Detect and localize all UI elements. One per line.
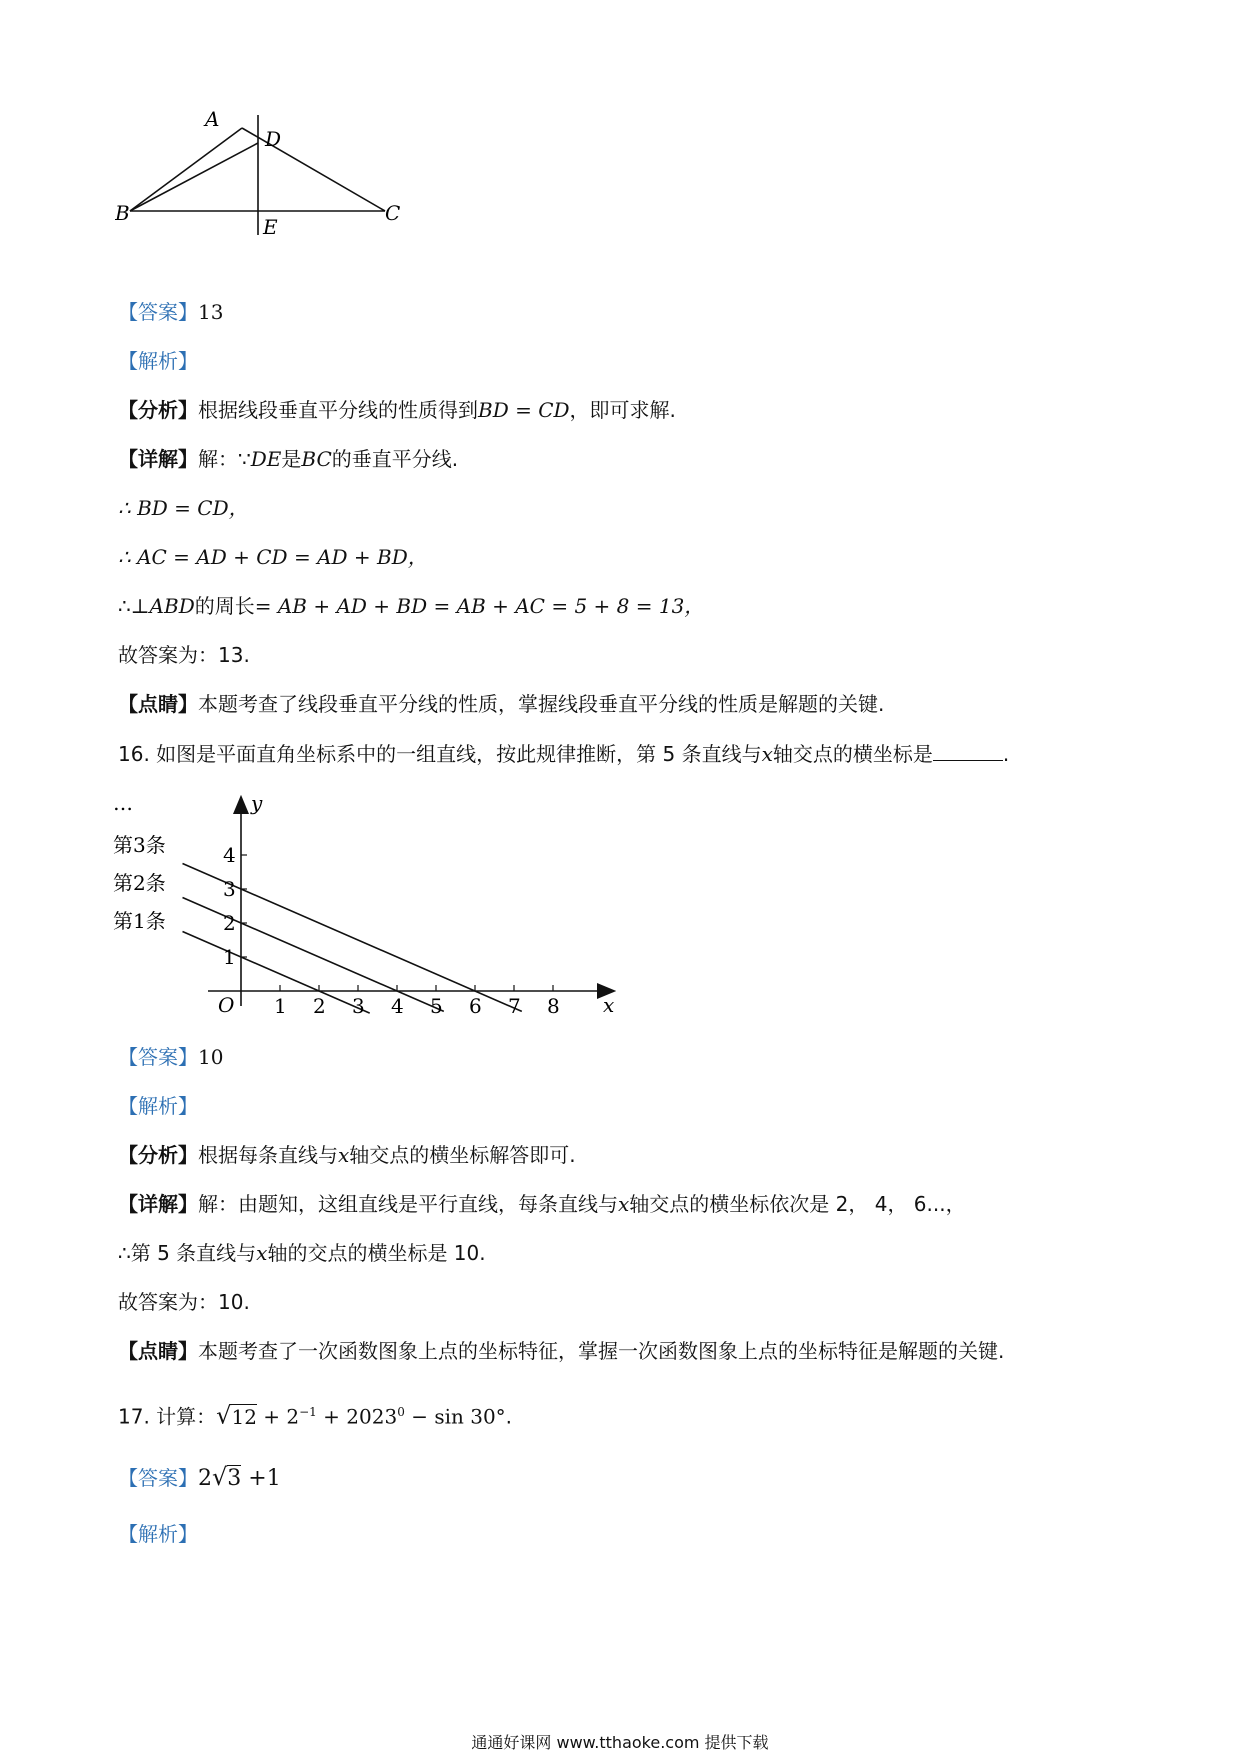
axis-ticks [241, 855, 553, 991]
q16-question-a: 16. 如图是平面直角坐标系中的一组直线，按此规律推断，第 5 条直线与 [118, 742, 762, 766]
q16-analysis-line [118, 1092, 198, 1120]
q15-conclusion: 故答案为：13. [118, 643, 250, 667]
label-a: A [205, 110, 220, 131]
fenxi-b: 轴交点的横坐标解答即可. [349, 1143, 576, 1167]
q16-xiangjie-line [118, 1190, 966, 1218]
fenxi-tag: 【分析】 [118, 1143, 198, 1167]
step2-b: 轴的交点的横坐标是 10. [267, 1241, 486, 1265]
q17-analysis-line [118, 1520, 198, 1548]
step4-equation: = AB + AD + BD = AB + AC = 5 + 8 = 13， [254, 594, 705, 618]
xiangjie-1c: 是 [281, 447, 302, 471]
x-tick-label-2: 2 [313, 994, 326, 1018]
q16-question [118, 740, 1009, 768]
xiangjie-b: 轴交点的横坐标依次是 2， 4， 6...， [629, 1192, 966, 1216]
q17-tail: − sin 30° [404, 1404, 506, 1429]
segment-ac [242, 128, 385, 211]
fenxi-text: 根据线段垂直平分线的性质得到 [198, 398, 478, 422]
fenxi-tag: 【分析】 [118, 398, 198, 422]
x-tick-label-6: 6 [469, 994, 482, 1018]
xiangjie-1a: 解：∵ [198, 447, 251, 471]
q15-analysis-line [118, 347, 198, 375]
xiangjie-tag: 【详解】 [118, 447, 198, 471]
line-label-2: 第2条 [113, 871, 166, 895]
fenxi-a: 根据每条直线与 [198, 1143, 338, 1167]
answer-value: 10 [198, 1045, 224, 1069]
segment-bd [130, 143, 258, 211]
q17-answer-line [118, 1463, 281, 1493]
x-tick-label-5: 5 [430, 994, 443, 1018]
q17-exp2: 0 [397, 1405, 405, 1419]
analysis-tag: 【解析】 [118, 1094, 198, 1118]
x-tick-label-7: 7 [508, 994, 521, 1018]
answer-tag: 【答案】 [118, 300, 198, 324]
q16-question-x: x [761, 742, 773, 766]
sqrt-symbol: √ [212, 1463, 228, 1491]
label-e: E [263, 215, 278, 239]
q17-end: . [505, 1404, 513, 1429]
x-axis-label: x [603, 993, 615, 1017]
answer-tag: 【答案】 [118, 1045, 198, 1069]
dianjing-text: 本题考查了线段垂直平分线的性质，掌握线段垂直平分线的性质是解题的关键. [198, 692, 885, 716]
step4-abd: ABD [149, 594, 195, 618]
analysis-tag: 【解析】 [118, 349, 198, 373]
triangle-figure [115, 110, 455, 270]
page-footer: 通通好课网 www.tthaoke.com 提供下载 [471, 1733, 769, 1752]
dianjing-text: 本题考查了一次函数图象上点的坐标特征，掌握一次函数图象上点的坐标特征是解题的关键. [198, 1339, 1005, 1363]
q15-answer-line [118, 298, 223, 326]
xiangjie-x: x [618, 1192, 630, 1216]
line-label-3: 第3条 [113, 833, 166, 857]
q16-question-b: 轴交点的横坐标是 [772, 742, 933, 766]
q16-conclusion: 故答案为：10. [118, 1290, 250, 1314]
q16-fenxi-line [118, 1141, 576, 1169]
q15-step2: ∴ BD = CD， [118, 496, 249, 520]
q16-step2 [118, 1239, 486, 1267]
analysis-tag: 【解析】 [118, 1522, 198, 1546]
q15-dianjing-line [118, 690, 884, 718]
dianjing-tag: 【点睛】 [118, 692, 198, 716]
q17-plus2: + 2023 [316, 1404, 398, 1429]
xiangjie-a: 解：由题知，这组直线是平行直线，每条直线与 [198, 1192, 618, 1216]
answer-tail: +1 [241, 1466, 281, 1491]
xiangjie-bc: BC [301, 447, 332, 471]
q17-radicand: 12 [231, 1404, 257, 1429]
xiangjie-1e: 的垂直平分线. [331, 447, 459, 471]
y-tick-label-3: 3 [223, 877, 236, 901]
q17-exp1: −1 [299, 1405, 317, 1419]
sqrt-symbol: √ [216, 1401, 232, 1430]
x-tick-label-8: 8 [547, 994, 560, 1018]
dianjing-tag: 【点睛】 [118, 1339, 198, 1363]
x-tick-label-1: 1 [274, 994, 287, 1018]
q15-xiangjie-line [118, 445, 458, 473]
q15-step3: ∴ AC = AD + CD = AD + BD， [118, 545, 428, 569]
label-c: C [385, 201, 401, 225]
answer-blank [933, 740, 1003, 761]
q17-prefix: 17. 计算： [118, 1404, 217, 1429]
y-tick-label-2: 2 [223, 911, 236, 935]
x-tick-label-3: 3 [352, 994, 365, 1018]
step2-a: ∴第 5 条直线与 [118, 1241, 257, 1265]
q16-dianjing-line [118, 1337, 1004, 1365]
label-d: D [265, 127, 282, 151]
answer-value: 13 [198, 300, 224, 324]
parallel-lines-figure [108, 790, 628, 1020]
ellipsis-label: … [113, 791, 133, 815]
step2-x: x [256, 1241, 268, 1265]
answer-tag: 【答案】 [118, 1466, 198, 1490]
fenxi-math: BD = CD [478, 398, 570, 422]
answer-radicand: 3 [227, 1466, 242, 1491]
q16-question-end: . [1002, 742, 1010, 766]
step4-prefix: ∴⊥ [118, 594, 150, 618]
xiangjie-tag: 【详解】 [118, 1192, 198, 1216]
fenxi-x: x [338, 1143, 350, 1167]
origin-label: O [218, 993, 235, 1017]
y-axis-label: y [251, 791, 263, 815]
x-tick-label-4: 4 [391, 994, 404, 1018]
answer-coef: 2 [198, 1466, 212, 1491]
step4-perimeter: 的周长 [194, 594, 255, 618]
q15-fenxi-line [118, 396, 676, 424]
xiangjie-de: DE [250, 447, 282, 471]
segment-ab [130, 128, 242, 211]
y-tick-label-1: 1 [223, 945, 236, 969]
q17-question [118, 1398, 512, 1431]
q16-answer-line [118, 1043, 223, 1071]
line-label-1: 第1条 [113, 909, 166, 933]
fenxi-tail: ，即可求解. [569, 398, 676, 422]
y-tick-label-4: 4 [223, 843, 236, 867]
q15-step4 [118, 592, 704, 620]
q17-plus1: + 2 [256, 1404, 300, 1429]
label-b: B [115, 201, 130, 225]
